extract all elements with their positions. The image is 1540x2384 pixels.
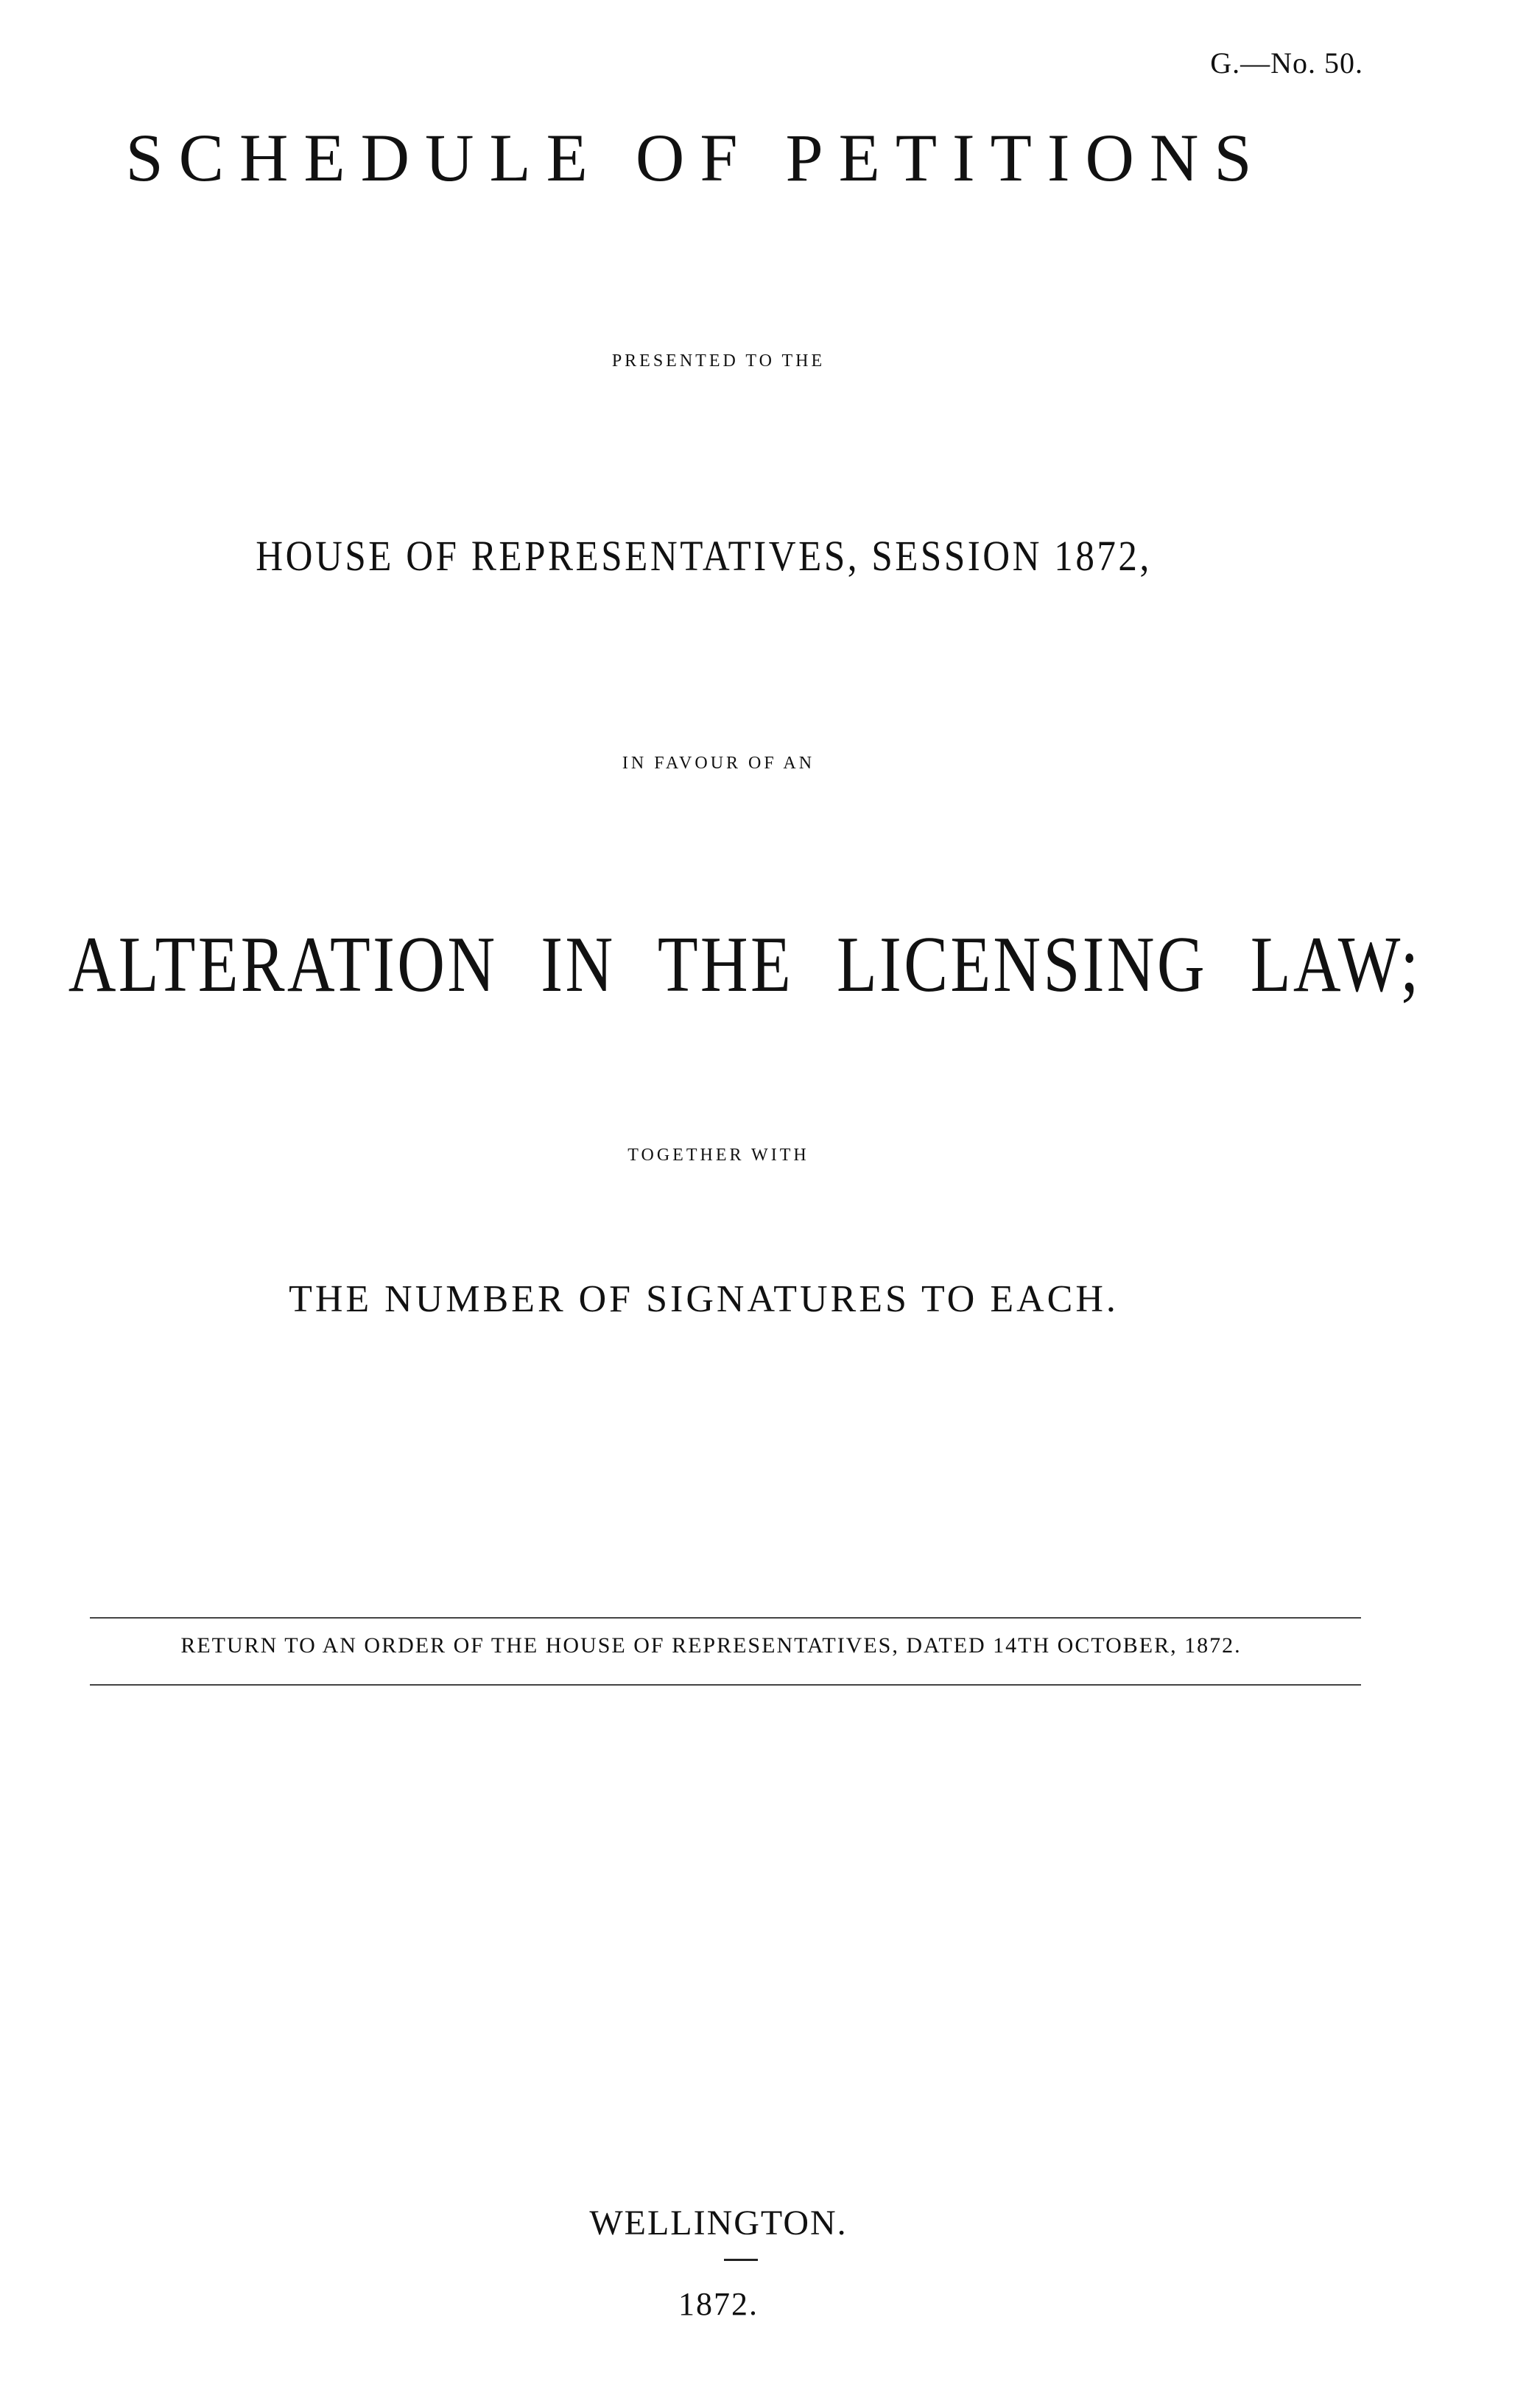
- top-divider: [90, 1617, 1361, 1619]
- document-reference: G.—No. 50.: [1210, 46, 1363, 80]
- in-favour-line: IN FAVOUR OF AN: [622, 754, 815, 773]
- publication-place: WELLINGTON.: [589, 2204, 848, 2243]
- short-divider: [724, 2259, 758, 2261]
- document-title: SCHEDULE OF PETITIONS: [125, 120, 1267, 195]
- together-with-line: TOGETHER WITH: [627, 1146, 809, 1165]
- bottom-divider: [90, 1684, 1361, 1686]
- return-order-line: RETURN TO AN ORDER OF THE HOUSE OF REPRESENTATIVES, DATED 14TH OCTOBER, 1872.: [180, 1633, 1242, 1658]
- publication-year: 1872.: [678, 2286, 759, 2322]
- house-session-line: HOUSE OF REPRESENTATIVES, SESSION 1872,: [256, 532, 1152, 580]
- presented-to-line: PRESENTED TO THE: [611, 351, 826, 371]
- signatures-line: THE NUMBER OF SIGNATURES TO EACH.: [289, 1278, 1119, 1320]
- subject-heading: ALTERATION IN THE LICENSING LAW;: [68, 921, 1421, 1009]
